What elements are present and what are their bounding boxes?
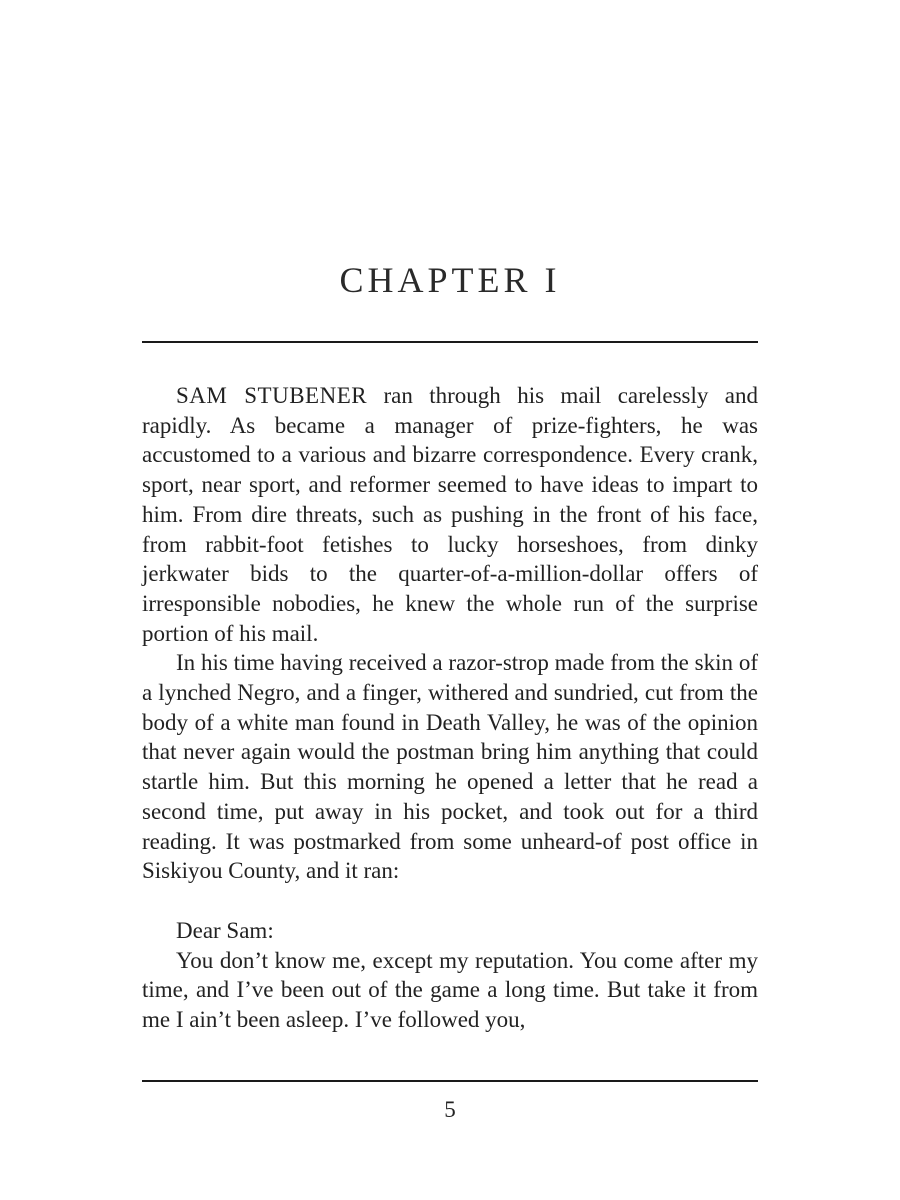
paragraph-1	[142, 381, 758, 648]
paragraph-1-text: ran through his mail carelessly and rapidly. As became a manager of prize-fighters, he was accustomed to a various and bizarre correspondence. Every crank, sport, near sport, and reformer seemed to have ideas to impart to him. From dire threats, such as pushing in the front of his face, from rabbit-foot fetishes to lucky horseshoes, from dinky jerkwater bids to the quarter-of-a-million-dollar offers of irresponsible nobodies, he knew the whole run of the surprise portion of his mail.	[142, 383, 758, 646]
paragraph-gap	[142, 886, 758, 916]
paragraph-1-lead: SAM STUBENER	[176, 383, 368, 408]
letter-paragraph-1: You don’t know me, except my reputation. You come after my time, and I’ve been out of the game a long time. But take it from me I ain’t been asleep. I’ve followed you,	[142, 947, 758, 1033]
chapter-title: CHAPTER I	[339, 260, 561, 300]
top-rule	[142, 341, 758, 343]
bottom-rule	[142, 1080, 758, 1082]
letter-salutation: Dear Sam:	[176, 917, 274, 943]
body-text	[142, 381, 758, 1035]
paragraph-2: In his time having received a razor-strop made from the skin of a lynched Negro, and a finger, withered and sundried, cut from the body of a white man found in Death Valley, he was of the opinion that never again would the postman bring him anything that could startle him. But this morning he opened a letter that he read a second time, put away in his pocket, and took out for a third reading. It was postmarked from some unheard-of post office in Siskiyou County, and it ran:	[142, 650, 758, 884]
page-number: 5	[444, 1097, 456, 1122]
